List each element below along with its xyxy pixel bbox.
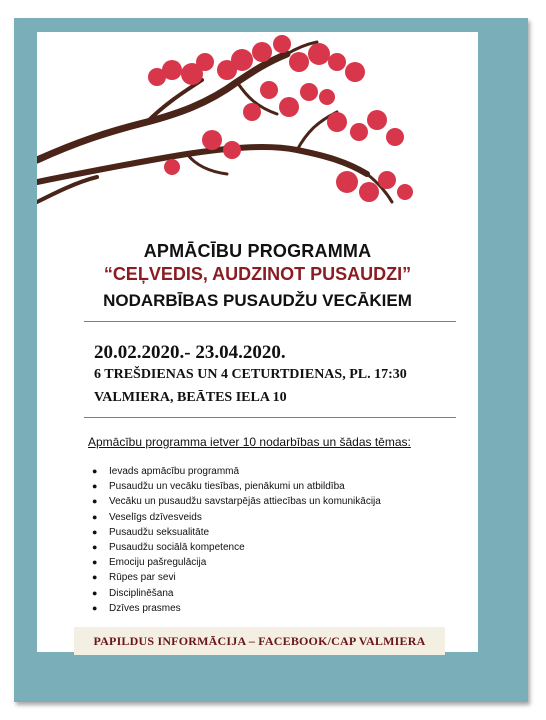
bullet-icon: ● (92, 511, 98, 522)
divider-bottom (84, 417, 456, 418)
venue-address: VALMIERA, BEĀTES IELA 10 (94, 390, 287, 405)
list-item: ● Ievads apmācību programmā (92, 464, 381, 479)
bullet-icon: ● (92, 587, 98, 598)
program-name: “CEĻVEDIS, AUDZINOT PUSAUDZI” (103, 264, 412, 284)
list-item: ● Vecāku un pusaudžu savstarpējās attiecības un komunikācija (92, 494, 381, 509)
topics-list (92, 464, 381, 616)
bullet-icon: ● (92, 542, 98, 553)
date-range: 20.02.2020.- 23.04.2020. (94, 342, 286, 363)
poster-page (37, 32, 478, 652)
list-item: ● Pusaudžu seksualitāte (92, 525, 381, 540)
blossom-branch-illustration (37, 32, 478, 232)
list-item: ● Pusaudžu sociālā kompetence (92, 540, 381, 555)
bullet-icon: ● (92, 466, 98, 476)
bullet-icon: ● (92, 526, 98, 537)
list-item: ● Disciplinēšana (92, 586, 381, 601)
topics-intro: Apmācību programma ietver 10 nodarbības un šādas tēmas: (88, 435, 411, 449)
list-item: ● Rūpes par sevi (92, 570, 381, 585)
list-item: ● Veselīgs dzīvesveids (92, 510, 381, 525)
program-subtitle: NODARBĪBAS PUSAUDŽU VECĀKIEM (103, 291, 412, 310)
bullet-icon: ● (92, 572, 98, 583)
list-item: ● Emociju pašregulācija (92, 555, 381, 570)
bullet-icon: ● (92, 481, 98, 492)
list-item: ● Pusaudžu un vecāku tiesības, pienākumi un atbildība (92, 479, 381, 494)
info-banner: PAPILDUS INFORMĀCIJA – FACEBOOK/CAP VALMIERA (74, 627, 445, 655)
bullet-icon: ● (92, 557, 98, 568)
session-days: 6 TREŠDIENAS UN 4 CETURTDIENAS, PL. 17:30 (94, 367, 407, 382)
program-title: APMĀCĪBU PROGRAMMA (143, 241, 372, 261)
divider-top (84, 321, 456, 322)
bullet-icon: ● (92, 496, 98, 507)
bullet-icon: ● (92, 602, 98, 613)
list-item: ● Dzīves prasmes (92, 601, 381, 616)
